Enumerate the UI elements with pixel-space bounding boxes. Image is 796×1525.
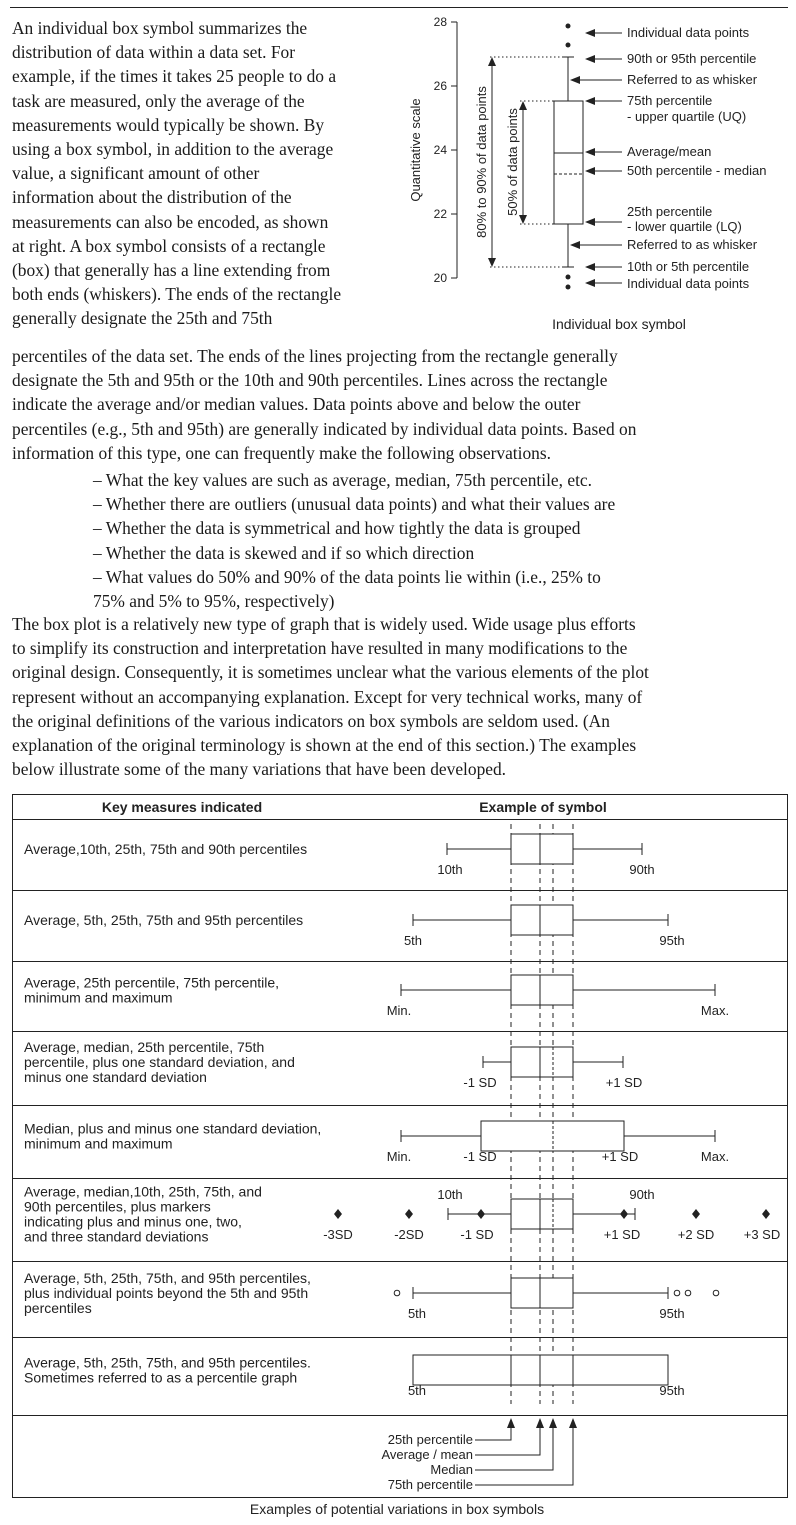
measure-text: Average, 5th, 25th, 75th, and 95th percentiles. (24, 1354, 311, 1371)
measure-text: Average, 5th, 25th, 75th and 95th percentiles (24, 912, 304, 928)
text-line: represent without an accompanying explanation. Except for very technical works, many of (12, 686, 643, 707)
key-leader (475, 1427, 573, 1485)
symbol-label: Max. (700, 1003, 730, 1018)
text-line: indicate the average and/or median values. Data points above and below the outer (12, 394, 581, 415)
measure-text: Median, plus and minus one standard deviation, (24, 1120, 322, 1137)
table-row (24, 1121, 729, 1165)
key-label: Median (430, 1462, 473, 1477)
box-symbol (413, 905, 668, 935)
sd-marker (477, 1209, 485, 1219)
label-individual-bottom: Individual data points (627, 276, 750, 291)
tick-label: 20 (433, 271, 447, 285)
label-p25-a: 25th percentile (627, 204, 713, 219)
tick-label: 22 (433, 207, 447, 221)
measure-text: and three standard deviations (24, 1228, 209, 1245)
text-line: information about the distribution of the (12, 187, 292, 208)
text-line: – What the key values are such as average, median, 75th percentile, etc. (93, 470, 592, 490)
outlier-point (566, 43, 571, 48)
label-p75-a: 75th percentile (627, 93, 713, 108)
measure-text: plus individual points beyond the 5th and 95th (24, 1285, 309, 1301)
symbol-label: 90th (629, 862, 655, 877)
text-line: task are measured, only the average of the (12, 90, 305, 111)
box-symbol (448, 1199, 635, 1229)
measure-text: indicating plus and minus one, two, (24, 1213, 242, 1230)
symbol-label: 95th (659, 1383, 685, 1398)
text-line: information of this type, one can frequently make the following observations. (12, 442, 551, 463)
sd-marker (405, 1209, 413, 1219)
intro-continuation (12, 344, 788, 465)
text-line: the original definitions of the various indicators on box symbols are seldom used. (An (12, 710, 610, 731)
box-symbol (401, 1121, 715, 1151)
text-line: An individual box symbol summarizes the (12, 18, 308, 38)
symbol-label: 5th (407, 1306, 427, 1321)
text-line: The box plot is a relatively new type of graph that is widely used. Wide usage plus efforts (12, 614, 636, 634)
measure-text: percentile, plus one standard deviation, and (24, 1054, 295, 1070)
text-line: at right. A box symbol consists of a rectangle (12, 235, 326, 256)
text-line: original design. Consequently, it is sometimes unclear what the various elements of the plot (12, 662, 649, 683)
measure-text: percentiles (24, 1300, 92, 1316)
text-line: (box) that generally has a line extending from (12, 260, 331, 281)
header-example: Example of symbol (479, 799, 607, 815)
observations-list (93, 468, 615, 613)
key-arrowhead (507, 1418, 515, 1428)
measure-text: Average, 25th percentile, 75th percentile, (24, 974, 280, 991)
table-row (24, 905, 685, 948)
symbol-label: -1 SD (460, 1227, 494, 1242)
text-line: designate the 5th and 95th or the 10th and 90th percentiles. Lines across the rectangle (12, 370, 608, 391)
outlier-point (394, 1290, 400, 1296)
label-p25-b: - lower quartile (LQ) (627, 219, 742, 234)
text-line: – Whether the data is skewed and if so which direction (93, 542, 475, 563)
text-line: explanation of the original terminology is shown at the end of this section.) The examples (12, 735, 637, 756)
box-symbol (401, 975, 715, 1005)
intro-paragraph (12, 16, 404, 331)
measure-text: Average,10th, 25th, 75th and 90th percentiles (24, 841, 308, 857)
table-caption: Examples of potential variations in box symbols (249, 1501, 545, 1517)
label-whisker-top: Referred to as whisker (627, 72, 758, 87)
text-line: percentiles (e.g., 5th and 95th) are generally indicated by individual data points. Based on (12, 418, 637, 439)
label-median: 50th percentile - median (627, 163, 767, 178)
sd-marker (762, 1209, 770, 1219)
symbol-label: 5th (407, 1383, 427, 1398)
outlier-point (685, 1290, 691, 1296)
table-row (24, 1184, 780, 1245)
symbol-label: -3SD (323, 1227, 353, 1242)
symbol-label: -1 SD (463, 1149, 497, 1164)
box-plot-paragraph (12, 612, 788, 781)
text-line: 75% and 5% to 95%, respectively) (93, 591, 335, 612)
tick-label: 28 (433, 15, 447, 29)
sd-marker (334, 1209, 342, 1219)
table-row (24, 1039, 642, 1090)
measure-text: Average, median, 25th percentile, 75th (24, 1039, 265, 1055)
sd-marker (692, 1209, 700, 1219)
symbol-label: 5th (403, 933, 423, 948)
figure-caption: Individual box symbol (552, 316, 686, 332)
box-symbol (483, 1047, 623, 1077)
span-80-90-label: 80% to 90% of data points (474, 86, 489, 238)
key-label: Average / mean (381, 1447, 473, 1462)
individual-box-symbol-figure (400, 8, 788, 348)
table-row (24, 1270, 719, 1321)
symbol-label: 90th (629, 1187, 655, 1202)
text-line: measurements can also be encoded, as shown (12, 211, 329, 232)
label-p10-5: 10th or 5th percentile (627, 259, 750, 274)
label-whisker-bottom: Referred to as whisker (627, 237, 758, 252)
key-label: 75th percentile (387, 1477, 473, 1492)
symbol-label: Min. (386, 1003, 412, 1018)
symbol-label: 95th (659, 1306, 685, 1321)
text-line: example, if the times it takes 25 people to do a (12, 66, 337, 87)
label-individual-top: Individual data points (627, 25, 750, 40)
outlier-point (566, 24, 571, 29)
measure-text: minus one standard deviation (24, 1069, 207, 1085)
key-arrowhead (549, 1418, 557, 1428)
table-row (24, 834, 655, 877)
text-line: – Whether the data is symmetrical and how tightly the data is grouped (93, 518, 581, 539)
text-line: below illustrate some of the many variations that have been developed. (12, 759, 507, 780)
text-line: both ends (whiskers). The ends of the rectangle (12, 284, 342, 305)
text-line: distribution of data within a data set. For (12, 42, 296, 63)
label-p75-b: - upper quartile (UQ) (627, 109, 747, 124)
sd-marker (620, 1209, 628, 1219)
measure-text: minimum and maximum (24, 989, 173, 1006)
measure-text: Average, median,10th, 25th, 75th, and (24, 1183, 262, 1200)
tick-label: 24 (433, 143, 447, 157)
text-line: using a box symbol, in addition to the average (12, 139, 334, 160)
measure-text: Average, 5th, 25th, 75th, and 95th percentiles, (24, 1270, 311, 1286)
text-line: – What values do 50% and 90% of the data points lie within (i.e., 25% to (93, 566, 601, 587)
span-50-label: 50% of data points (505, 108, 520, 216)
label-mean: Average/mean (627, 144, 712, 159)
symbol-label: +2 SD (677, 1227, 715, 1242)
measure-text: Sometimes referred to as a percentile graph (24, 1369, 298, 1386)
symbol-label: +1 SD (605, 1075, 643, 1090)
y-axis-label: Quantitative scale (408, 98, 423, 202)
symbol-label: 10th (437, 862, 463, 877)
label-p90-95: 90th or 95th percentile (627, 51, 757, 66)
symbol-label: +3 SD (743, 1227, 781, 1242)
key-arrowhead (536, 1418, 544, 1428)
symbol-label: +1 SD (603, 1227, 641, 1242)
key-leader (475, 1427, 553, 1470)
outlier-point (566, 275, 571, 280)
box-rect (554, 101, 583, 224)
key-arrowhead (569, 1418, 577, 1428)
text-line: generally designate the 25th and 75th (12, 308, 273, 329)
symbol-label: Max. (700, 1149, 730, 1164)
symbol-label: -1 SD (463, 1075, 497, 1090)
measure-text: minimum and maximum (24, 1135, 173, 1152)
table-row (24, 1355, 685, 1399)
symbol-label: 95th (659, 933, 685, 948)
text-line: to simplify its construction and interpretation have resulted in many modifications to the (12, 638, 628, 659)
box-symbol (413, 1355, 668, 1385)
table-row (24, 975, 729, 1019)
outlier-point (566, 285, 571, 290)
text-line: percentiles of the data set. The ends of the lines projecting from the rectangle generally (12, 346, 618, 366)
symbol-label: 10th (437, 1187, 463, 1202)
header-measures: Key measures indicated (101, 799, 263, 815)
key-leader (475, 1427, 540, 1455)
text-line: measurements would typically be shown. By (12, 114, 325, 135)
symbol-label: +1 SD (601, 1149, 639, 1164)
box-variations-table (12, 794, 788, 1521)
outlier-point (674, 1290, 680, 1296)
box-symbol (413, 1278, 668, 1308)
symbol-label: Min. (386, 1149, 412, 1164)
key-leader (475, 1427, 511, 1440)
key-label: 25th percentile (387, 1432, 473, 1447)
text-line: – Whether there are outliers (unusual data points) and what their values are (93, 494, 616, 515)
box-symbol (447, 834, 642, 864)
measure-text: 90th percentiles, plus markers (24, 1198, 211, 1215)
text-line: value, a significant amount of other (12, 163, 260, 184)
symbol-label: -2SD (394, 1227, 424, 1242)
outlier-point (713, 1290, 719, 1296)
tick-label: 26 (433, 79, 447, 93)
